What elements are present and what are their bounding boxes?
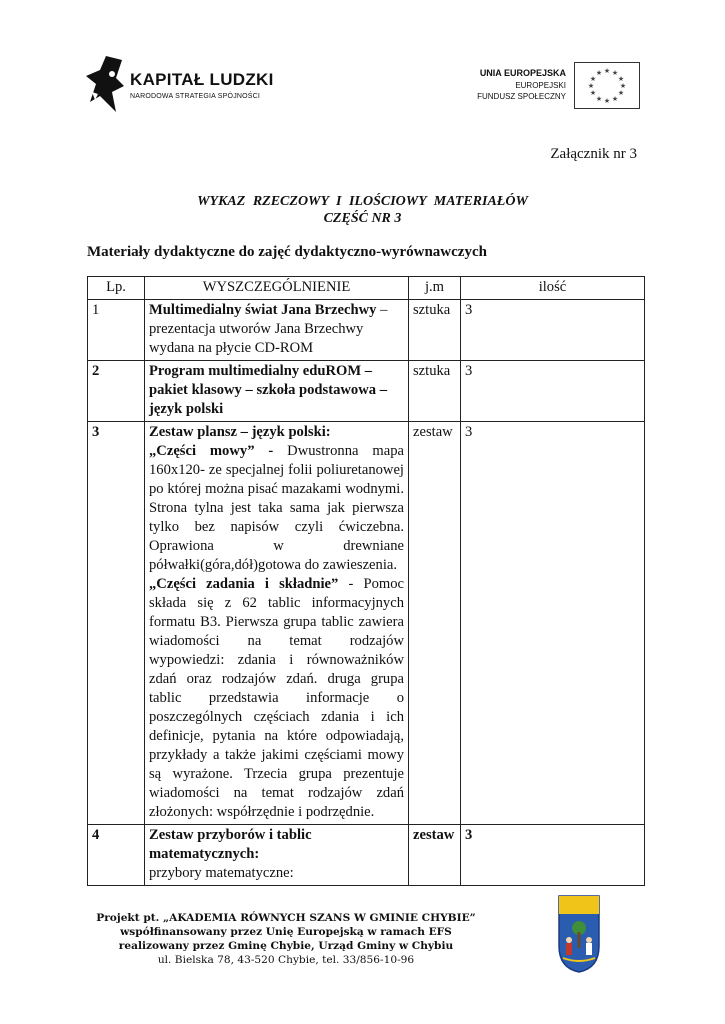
kapital-ludzki-logo — [86, 56, 296, 116]
row-unit: sztuka — [409, 300, 461, 361]
svg-text:★: ★ — [589, 89, 597, 97]
eu-efs-logo — [478, 62, 640, 110]
item-paragraph-1 — [149, 442, 404, 575]
eu-logo-line2: EUROPEJSKI — [515, 81, 566, 90]
materials-table — [87, 276, 645, 886]
row-description — [145, 422, 409, 825]
svg-text:★: ★ — [587, 82, 595, 90]
row-description — [145, 825, 409, 886]
row-unit: zestaw — [409, 825, 461, 886]
header-description: WYSZCZEGÓLNIENIE — [145, 277, 409, 300]
svg-text:★: ★ — [617, 75, 625, 83]
footer-implemented-by: realizowany przez Gminę Chybie, Urząd Gminy w Chybiu — [118, 940, 454, 952]
row-description — [145, 300, 409, 361]
row-lp: 4 — [88, 825, 145, 886]
svg-text:★: ★ — [611, 95, 619, 103]
paragraph-2-text: - Pomoc składa się z 62 tablic informacyjnych formatu B3. Pierwsza grupa tablic zawiera wiadomości na temat rodzajów wypowiedzi: zdania i równoważników zdań oraz rodzajów zdań. druga grupa tablic przedstawia informacje o poszczególnych częściach zdania i ich definicje, pytania na które odpowiadają, przykłady a także jakimi częściami mowy są wyrażone. Trzecia grupa prezentuje wiadomości na temat rodzajów zdań złożonych: współrzędnie i podrzędnie. — [149, 576, 404, 820]
item-name: Zestaw plansz – język polski: — [149, 424, 331, 440]
table-row — [88, 422, 645, 825]
row-quantity: 3 — [461, 300, 645, 361]
svg-text:★: ★ — [611, 69, 619, 77]
item-name: Program multimedialny eduROM – pakiet klasowy – szkoła podstawowa – język polski — [149, 363, 387, 417]
item-details: przybory matematyczne: — [149, 865, 294, 881]
item-paragraph-2 — [149, 575, 404, 822]
document-title-line1: WYKAZ RZECZOWY I ILOŚCIOWY MATERIAŁÓW — [197, 194, 528, 209]
header-lp: Lp. — [88, 277, 145, 300]
kapital-ludzki-subtitle: NARODOWA STRATEGIA SPÓJNOŚCI — [130, 93, 261, 100]
document-title-line2: CZĘŚĆ NR 3 — [323, 211, 402, 226]
table-row — [88, 300, 645, 361]
annex-label: Załącznik nr 3 — [550, 146, 637, 162]
svg-text:★: ★ — [617, 89, 625, 97]
svg-text:★: ★ — [595, 69, 603, 77]
paragraph-1-title: „Części mowy” - — [149, 443, 274, 459]
table-row — [88, 361, 645, 422]
item-details: – prezentacja utworów Jana Brzechwy wydana na płycie CD-ROM — [149, 302, 388, 356]
footer-address: ul. Bielska 78, 43-520 Chybie, tel. 33/856-10-96 — [157, 954, 415, 966]
item-name: Multimedialny świat Jana Brzechwy — [149, 302, 377, 318]
row-unit: sztuka — [409, 361, 461, 422]
paragraph-1-text: Dwustronna mapa 160x120- ze specjalnej folii poliuretanowej po której można pisać mazakami wodnymi. Strona tylna jest taka sama jak pierwsza tylko bez napisów czyli ćwiczebna. Oprawiona w drewniane półwałki(góra,dół)gotowa do zawieszenia. — [149, 443, 404, 573]
footer-cofinanced: współfinansowany przez Unię Europejską w ramach EFS — [120, 926, 452, 938]
section-heading: Materiały dydaktyczne do zajęć dydaktyczno-wyrównawczych — [87, 244, 487, 260]
paragraph-2-title: „Części zadania i składnie” — [149, 576, 339, 592]
row-quantity: 3 — [461, 825, 645, 886]
item-name: Zestaw przyborów i tablic matematycznych: — [149, 827, 312, 862]
row-quantity: 3 — [461, 361, 645, 422]
row-lp: 2 — [88, 361, 145, 422]
eu-flag-icon — [574, 62, 640, 109]
row-lp: 3 — [88, 422, 145, 825]
svg-text:★: ★ — [603, 67, 611, 75]
row-description — [145, 361, 409, 422]
footer-project-title: Projekt pt. „AKADEMIA RÓWNYCH SZANS W GMINIE CHYBIE” — [96, 912, 476, 924]
svg-text:★: ★ — [589, 75, 597, 83]
footer — [86, 911, 486, 967]
eu-logo-line3: FUNDUSZ SPOŁECZNY — [477, 92, 566, 101]
table-row — [88, 825, 645, 886]
svg-text:★: ★ — [603, 97, 611, 105]
kapital-ludzki-emblem-icon — [86, 56, 128, 116]
eu-logo-line1: UNIA EUROPEJSKA — [479, 68, 566, 78]
table-header-row — [88, 277, 645, 300]
svg-text:★: ★ — [595, 95, 603, 103]
header-quantity: ilość — [461, 277, 645, 300]
row-unit: zestaw — [409, 422, 461, 825]
svg-text:★: ★ — [619, 82, 627, 90]
row-quantity: 3 — [461, 422, 645, 825]
chybie-coat-of-arms-icon — [557, 894, 601, 974]
header-unit: j.m — [409, 277, 461, 300]
kapital-ludzki-title: KAPITAŁ LUDZKI — [130, 70, 274, 89]
row-lp: 1 — [88, 300, 145, 361]
document-title — [0, 193, 725, 227]
